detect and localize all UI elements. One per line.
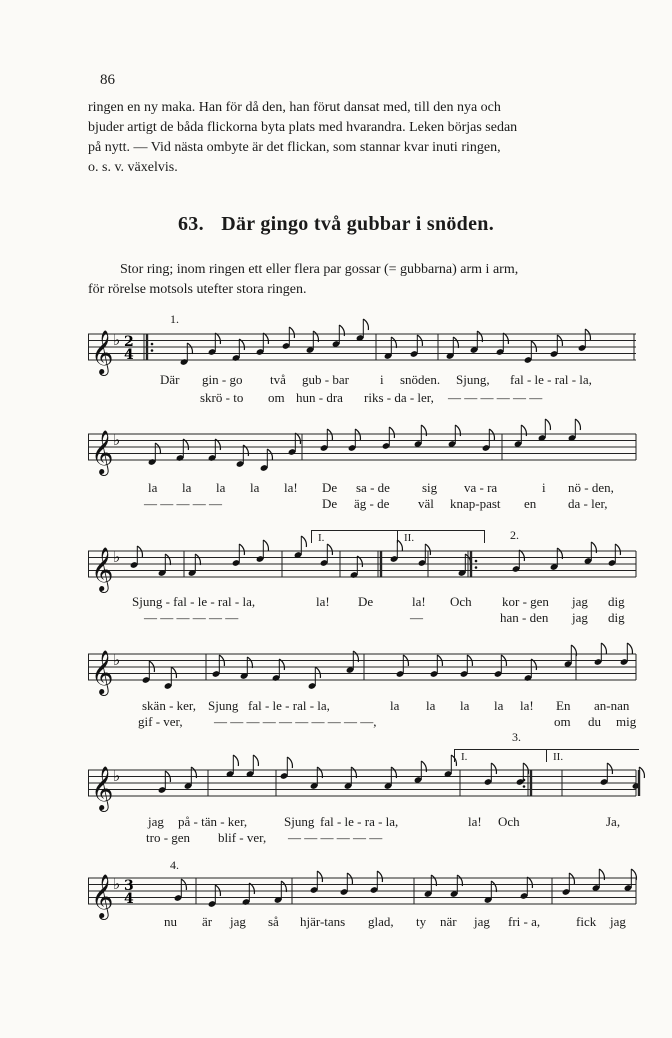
treble-clef-icon: 𝄞: [91, 547, 114, 591]
section-label-3: 3.: [512, 730, 521, 744]
intro-line: bjuder artigt de båda flickorna byta plats med hvarandra. Leken börjas sedan: [88, 120, 518, 135]
note-flag: [327, 544, 332, 555]
lyric-syllable: Sjung - fal - le - ral - la,: [132, 594, 256, 609]
treble-clef-icon: 𝄞: [91, 650, 114, 694]
lyric-syllable: la: [460, 698, 470, 713]
lyrics-verse-1: [88, 814, 648, 831]
intro-line: ringen en ny maka. Han för då den, han förut dansat med, till den nya och: [88, 100, 501, 115]
music-staff: [88, 872, 642, 916]
lyric-syllable: — — — — — —: [144, 610, 239, 625]
lyric-syllable: äg - de: [354, 496, 390, 511]
lyric-syllable: la: [426, 698, 436, 713]
intro-line: på nytt. — Vid nästa ombyte är det flickan, som stannar kvar inuti ringen,: [88, 140, 501, 155]
treble-clef-icon: 𝄞: [91, 330, 114, 374]
lyric-syllable: Och: [450, 594, 472, 609]
lyric-syllable: Och: [498, 814, 520, 829]
staff-drawing: [88, 328, 642, 372]
lyric-syllable: du: [588, 714, 601, 729]
note-flag: [253, 755, 258, 766]
lyric-syllable: om: [554, 714, 571, 729]
lyric-syllable: riks - da - ler,: [364, 390, 434, 405]
music-staff: [88, 648, 642, 692]
lyric-syllable: glad,: [368, 914, 394, 929]
section-label-4: 4.: [170, 858, 179, 872]
lyric-syllable: mig: [616, 714, 637, 729]
note-flag: [295, 433, 300, 444]
lyric-syllable: gub - bar: [302, 372, 349, 387]
lyric-syllable: la!: [284, 480, 298, 495]
lyric-syllable: la!: [468, 814, 482, 829]
lyric-syllable: snöden.: [400, 372, 441, 387]
staff-drawing: [88, 648, 642, 692]
song-description: [88, 260, 640, 300]
note-flag: [601, 643, 606, 654]
note-flag: [165, 554, 170, 565]
note-flag: [377, 871, 382, 882]
note-flag: [187, 343, 192, 354]
note-flag: [215, 333, 220, 344]
lyric-syllable: — — — — — —: [288, 830, 383, 845]
note-flag: [363, 319, 368, 330]
lyric-syllable: sig: [422, 480, 438, 495]
flat-icon: ♭: [113, 548, 121, 566]
lyric-syllable: jag: [230, 914, 246, 929]
volta-label: I.: [461, 751, 468, 763]
lyric-syllable: blif - ver,: [218, 830, 267, 845]
lyric-syllable: skrö - to: [200, 390, 244, 405]
note-flag: [155, 443, 160, 454]
treble-clef-icon: 𝄞: [91, 430, 114, 474]
lyric-syllable: en: [524, 496, 537, 511]
lyrics-verse-2: [88, 496, 648, 513]
note-flag: [289, 327, 294, 338]
lyric-syllable: jag: [572, 594, 588, 609]
lyrics-verse-2: [88, 610, 648, 627]
note-flag: [263, 333, 268, 344]
lyric-syllable: Där: [160, 372, 180, 387]
song-title-text: Där gingo två gubbar i snöden.: [221, 213, 494, 235]
lyric-syllable: kor - gen: [502, 594, 549, 609]
lyric-syllable: la: [494, 698, 504, 713]
lyric-syllable: ty: [416, 914, 427, 929]
note-flag: [491, 763, 496, 774]
staff-drawing: [88, 545, 642, 589]
lyric-syllable: an-nan: [594, 698, 630, 713]
lyric-syllable: i: [380, 372, 384, 387]
note-flag: [315, 667, 320, 678]
lyric-syllable: sa - de: [356, 480, 390, 495]
lyrics-verse-2: [88, 390, 648, 407]
lyric-syllable: knap-past: [450, 496, 501, 511]
flat-icon: ♭: [113, 651, 121, 669]
note-flag: [301, 536, 306, 547]
lyric-syllable: på - tän - ker,: [178, 814, 248, 829]
lyric-syllable: —: [410, 610, 423, 625]
lyric-syllable: om: [268, 390, 285, 405]
note-flag: [233, 755, 238, 766]
lyric-syllable: nu: [164, 914, 177, 929]
staff-drawing: [88, 872, 642, 916]
lyric-syllable: hjär-tans: [300, 914, 346, 929]
lyric-syllable: gin - go: [202, 372, 243, 387]
lyric-syllable: han - den: [500, 610, 549, 625]
lyrics-verse-1: [88, 480, 648, 497]
lyric-syllable: — — — — — —: [448, 390, 543, 405]
lyric-syllable: fal - le - ral - la,: [510, 372, 592, 387]
note-flag: [503, 333, 508, 344]
lyric-syllable: gif - ver,: [138, 714, 183, 729]
music-staff: [88, 428, 642, 472]
lyric-syllable: la!: [316, 594, 330, 609]
note-flag: [287, 757, 292, 768]
lyric-syllable: — — — — — — — — — —,: [214, 714, 377, 729]
flat-icon: ♭: [113, 767, 121, 785]
treble-clef-icon: 𝄞: [91, 766, 114, 810]
repeat-dot: [475, 560, 478, 563]
song-title: [0, 213, 672, 236]
volta-label: I.: [318, 532, 325, 544]
note-flag: [195, 554, 200, 565]
lyric-syllable: fick: [576, 914, 597, 929]
lyric-syllable: la: [390, 698, 400, 713]
note-flag: [627, 643, 632, 654]
lyric-syllable: Sjung: [208, 698, 239, 713]
flat-icon: ♭: [113, 431, 121, 449]
flat-icon: ♭: [113, 331, 121, 349]
lyric-syllable: Sjung: [284, 814, 315, 829]
note-flag: [267, 449, 272, 460]
lyric-syllable: fal - le - ra - la,: [320, 814, 399, 829]
song-number: 63.: [178, 213, 204, 235]
lyric-syllable: Sjung,: [456, 372, 490, 387]
lyric-syllable: jag: [474, 914, 490, 929]
lyrics-verse-2: [88, 714, 648, 731]
note-flag: [247, 657, 252, 668]
treble-clef-icon: 𝄞: [91, 874, 114, 918]
lyric-syllable: — — — — —: [144, 496, 222, 511]
lyric-syllable: i: [542, 480, 546, 495]
note-flag: [545, 419, 550, 430]
flat-icon: ♭: [113, 875, 121, 893]
note-flag: [575, 419, 580, 430]
time-signature-bottom: 4: [124, 891, 134, 907]
lyric-syllable: skän - ker,: [142, 698, 196, 713]
repeat-dot: [523, 785, 526, 788]
lyric-syllable: är: [202, 914, 213, 929]
lyric-syllable: fri - a,: [508, 914, 541, 929]
lyric-syllable: dig: [608, 594, 625, 609]
volta-bracket-second: [546, 749, 639, 762]
note-flag: [317, 871, 322, 882]
lyrics-verse-1: [88, 372, 648, 389]
lyrics-verse-1: [88, 698, 648, 715]
lyric-syllable: tro - gen: [146, 830, 191, 845]
lyric-syllable: la: [216, 480, 226, 495]
note-flag: [281, 881, 286, 892]
note-flag: [615, 544, 620, 555]
section-label-1: 1.: [170, 312, 179, 326]
page-number: 86: [100, 72, 115, 88]
note-flag: [391, 337, 396, 348]
lyric-syllable: De: [322, 480, 338, 495]
lyric-syllable: la!: [520, 698, 534, 713]
time-signature-bottom: 4: [124, 347, 134, 363]
music-staff: [88, 545, 642, 589]
note-flag: [263, 540, 268, 551]
time-signature-top: 2: [124, 334, 134, 350]
description-line: för rörelse motsols utefter stora ringen.: [88, 282, 307, 297]
volta-bracket-first: [311, 530, 398, 543]
lyric-syllable: la: [250, 480, 260, 495]
music-staff: [88, 764, 642, 808]
volta-bracket-first: [454, 749, 547, 762]
intro-line: o. s. v. växelvis.: [88, 160, 178, 175]
intro-paragraph: [88, 98, 640, 178]
note-flag: [519, 550, 524, 561]
note-flag: [453, 337, 458, 348]
description-line: Stor ring; inom ringen ett eller flera par gossar (= gubbarna) arm i arm,: [120, 262, 519, 277]
volta-label: II.: [553, 751, 564, 763]
lyric-syllable: En: [556, 698, 571, 713]
lyrics-verse-2: [88, 830, 648, 847]
lyric-syllable: hun - dra: [296, 390, 343, 405]
lyric-syllable: Ja,: [606, 814, 621, 829]
repeat-dot: [151, 343, 154, 346]
lyrics-verse-1: [88, 594, 648, 611]
repeat-dot: [523, 779, 526, 782]
lyric-syllable: fal - le - ral - la,: [248, 698, 330, 713]
lyric-syllable: da - ler,: [568, 496, 608, 511]
note-flag: [239, 544, 244, 555]
lyrics-verse-1: [88, 914, 648, 931]
lyric-syllable: jag: [148, 814, 164, 829]
note-flag: [171, 667, 176, 678]
lyric-syllable: när: [440, 914, 457, 929]
lyric-syllable: va - ra: [464, 480, 498, 495]
lyric-syllable: så: [268, 914, 279, 929]
lyric-syllable: två: [270, 372, 286, 387]
lyric-syllable: jag: [610, 914, 626, 929]
lyric-syllable: la!: [412, 594, 426, 609]
note-flag: [527, 877, 532, 888]
lyric-syllable: De: [358, 594, 374, 609]
lyric-syllable: dig: [608, 610, 625, 625]
lyric-syllable: De: [322, 496, 338, 511]
music-staff: [88, 328, 642, 372]
lyric-syllable: la: [148, 480, 158, 495]
repeat-dot: [475, 566, 478, 569]
volta-bracket-second: [397, 530, 485, 543]
note-flag: [491, 881, 496, 892]
lyric-syllable: la: [182, 480, 192, 495]
volta-label: II.: [404, 532, 415, 544]
staff-drawing: [88, 428, 642, 472]
lyric-syllable: nö - den,: [568, 480, 614, 495]
lyric-syllable: väl: [418, 496, 434, 511]
section-label-2: 2.: [510, 528, 519, 542]
staff-drawing: [88, 764, 642, 808]
lyric-syllable: jag: [572, 610, 588, 625]
time-signature-top: 3: [124, 878, 134, 894]
repeat-dot: [151, 349, 154, 352]
note-flag: [389, 427, 394, 438]
note-flag: [607, 763, 612, 774]
